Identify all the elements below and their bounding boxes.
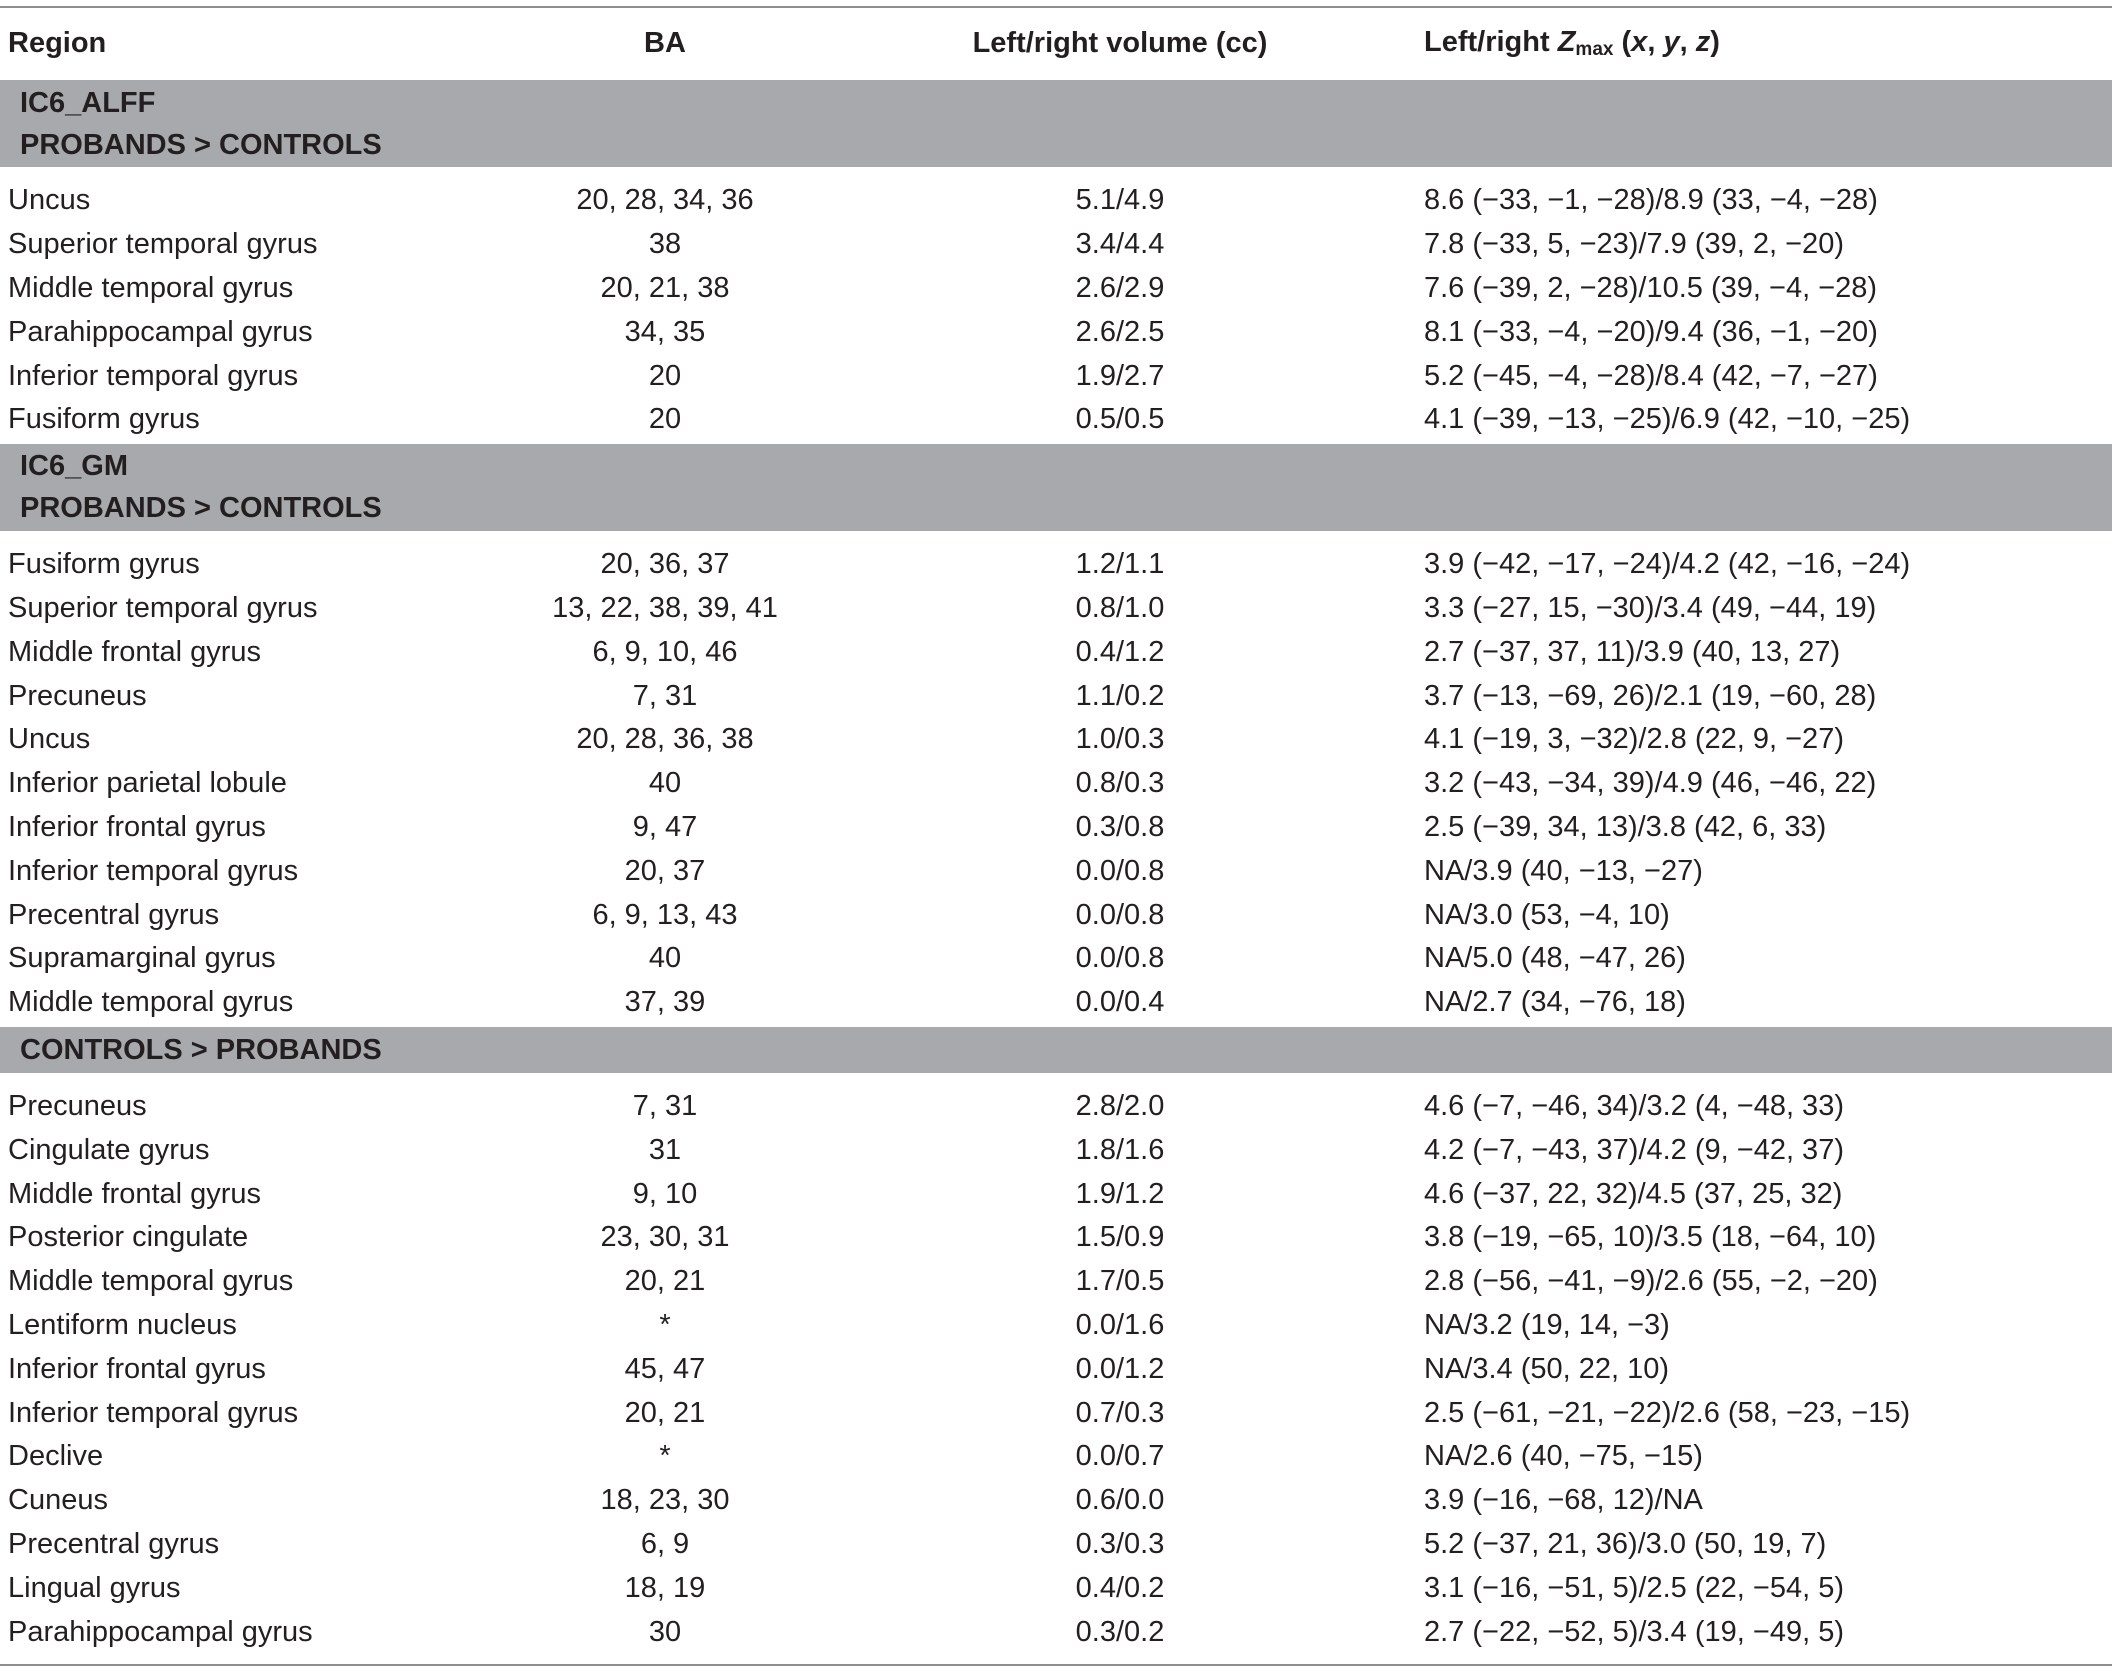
- section-label-cell: [0, 443, 2112, 531]
- zmax-cell: [1424, 1073, 2112, 1129]
- region-cell: Middle temporal gyrus: [8, 271, 294, 304]
- region-cell: Cingulate gyrus: [8, 1133, 210, 1166]
- region-cell: Middle temporal gyrus: [8, 986, 294, 1019]
- volume-cell: 0.5/0.5: [1075, 403, 1165, 436]
- zmax-cell: [1424, 1479, 2112, 1523]
- region-cell: Inferior temporal gyrus: [8, 854, 299, 887]
- header-zmax-prefix: Left/right: [1424, 25, 1558, 58]
- table-row: [0, 167, 2112, 223]
- zmax-value: 3.7 (−13, −69, 26)/2.1 (19, −60, 28): [1424, 679, 1877, 712]
- zmax-cell: [1424, 1128, 2112, 1172]
- table-row: [0, 1523, 2112, 1567]
- zmax-value: 4.2 (−7, −43, 37)/4.2 (9, −42, 37): [1424, 1133, 1844, 1166]
- header-zmax: [1424, 7, 2112, 79]
- section-title-gm: IC6_GM: [20, 450, 128, 483]
- volume-cell: 1.5/0.9: [1075, 1221, 1165, 1254]
- zmax-cell: [1424, 1391, 2112, 1435]
- ba-cell: 20, 21: [624, 1396, 706, 1429]
- section-header-alff: [0, 79, 2112, 167]
- table-row: [0, 1128, 2112, 1172]
- zmax-value: 2.7 (−22, −52, 5)/3.4 (19, −49, 5): [1424, 1615, 1844, 1648]
- zmax-cell: [1424, 806, 2112, 850]
- region-cell: Superior temporal gyrus: [8, 591, 318, 624]
- volume-cell: 0.8/1.0: [1075, 591, 1165, 624]
- zmax-value: NA/2.7 (34, −76, 18): [1424, 986, 1686, 1019]
- section-header-gm: [0, 443, 2112, 531]
- section-subtitle-alff: PROBANDS > CONTROLS: [20, 128, 382, 161]
- zmax-value: NA/3.9 (40, −13, −27): [1424, 854, 1703, 887]
- zmax-value: 8.1 (−33, −4, −20)/9.4 (36, −1, −20): [1424, 315, 1878, 348]
- volume-cell: 0.8/0.3: [1075, 767, 1165, 800]
- volume-cell: 5.1/4.9: [1075, 184, 1165, 217]
- volume-cell: 0.6/0.0: [1075, 1484, 1165, 1517]
- volume-cell: 0.3/0.2: [1075, 1615, 1165, 1648]
- zmax-value: 4.6 (−37, 22, 32)/4.5 (37, 25, 32): [1424, 1177, 1843, 1210]
- ba-cell: 6, 9, 13, 43: [592, 898, 738, 931]
- ba-cell: 7, 31: [632, 679, 698, 712]
- table-row: [0, 1260, 2112, 1304]
- header-zmax-label: [1424, 26, 1720, 58]
- header-region: Region: [8, 26, 107, 59]
- results-table: [0, 6, 2112, 1654]
- zmax-value: 2.5 (−39, 34, 13)/3.8 (42, 6, 33): [1424, 810, 1827, 843]
- volume-cell: 1.2/1.1: [1075, 548, 1165, 581]
- ba-cell: 20, 28, 34, 36: [576, 184, 754, 217]
- zmax-cell: [1424, 1523, 2112, 1567]
- ba-cell: 20, 36, 37: [600, 548, 730, 581]
- section-title-controls: CONTROLS > PROBANDS: [20, 1033, 382, 1066]
- region-cell: Precentral gyrus: [8, 898, 220, 931]
- volume-cell: 0.3/0.3: [1075, 1527, 1165, 1560]
- ba-cell: 9, 10: [632, 1177, 698, 1210]
- zmax-value: 4.6 (−7, −46, 34)/3.2 (4, −48, 33): [1424, 1089, 1844, 1122]
- zmax-cell: [1424, 531, 2112, 587]
- ba-cell: 31: [648, 1133, 682, 1166]
- header-zmax-y: y: [1663, 25, 1680, 58]
- ba-cell: 34, 35: [624, 315, 706, 348]
- table-row: [0, 762, 2112, 806]
- region-cell: Posterior cingulate: [8, 1221, 249, 1254]
- table-row: [0, 1566, 2112, 1610]
- ba-cell: 40: [648, 942, 682, 975]
- zmax-value: NA/3.4 (50, 22, 10): [1424, 1352, 1670, 1385]
- region-cell: Lentiform nucleus: [8, 1308, 237, 1341]
- table-row: [0, 849, 2112, 893]
- section-header-controls: [0, 1026, 2112, 1073]
- region-cell: Inferior temporal gyrus: [8, 1396, 299, 1429]
- ba-cell: 18, 19: [624, 1571, 706, 1604]
- header-zmax-letter: Z: [1557, 25, 1576, 58]
- volume-cell: 0.4/0.2: [1075, 1571, 1165, 1604]
- zmax-cell: [1424, 718, 2112, 762]
- volume-cell: 0.4/1.2: [1075, 635, 1165, 668]
- volume-cell: 1.9/2.7: [1075, 359, 1165, 392]
- zmax-cell: [1424, 587, 2112, 631]
- zmax-value: 4.1 (−39, −13, −25)/6.9 (42, −10, −25): [1424, 403, 1911, 436]
- volume-cell: 3.4/4.4: [1075, 228, 1165, 261]
- zmax-cell: [1424, 310, 2112, 354]
- volume-cell: 0.0/0.8: [1075, 854, 1165, 887]
- volume-cell: 1.7/0.5: [1075, 1265, 1165, 1298]
- zmax-value: 3.9 (−16, −68, 12)/NA: [1424, 1484, 1703, 1517]
- zmax-cell: [1424, 223, 2112, 267]
- region-cell: Cuneus: [8, 1484, 108, 1517]
- zmax-value: 3.1 (−16, −51, 5)/2.5 (22, −54, 5): [1424, 1571, 1844, 1604]
- ba-cell: 20, 21: [624, 1265, 706, 1298]
- volume-cell: 0.0/0.7: [1075, 1440, 1165, 1473]
- table-row: [0, 587, 2112, 631]
- ba-cell: 6, 9, 10, 46: [592, 635, 738, 668]
- volume-cell: 0.0/0.4: [1075, 986, 1165, 1019]
- region-cell: Precuneus: [8, 679, 147, 712]
- header-zmax-z: z: [1695, 25, 1711, 58]
- header-zmax-sep1: ,: [1647, 25, 1664, 58]
- zmax-value: 7.6 (−39, 2, −28)/10.5 (39, −4, −28): [1424, 271, 1878, 304]
- zmax-cell: [1424, 267, 2112, 311]
- zmax-cell: [1424, 849, 2112, 893]
- zmax-cell: [1424, 167, 2112, 223]
- region-cell: Fusiform gyrus: [8, 548, 200, 581]
- ba-cell: *: [659, 1440, 671, 1473]
- region-cell: Precuneus: [8, 1089, 147, 1122]
- region-cell: Superior temporal gyrus: [8, 228, 318, 261]
- ba-cell: 13, 22, 38, 39, 41: [552, 591, 778, 624]
- region-cell: Middle frontal gyrus: [8, 1177, 262, 1210]
- zmax-cell: [1424, 1610, 2112, 1654]
- table-row: [0, 310, 2112, 354]
- region-cell: Middle frontal gyrus: [8, 635, 262, 668]
- table-row: [0, 223, 2112, 267]
- volume-cell: 2.8/2.0: [1075, 1089, 1165, 1122]
- table-row: [0, 1073, 2112, 1129]
- zmax-value: 2.8 (−56, −41, −9)/2.6 (55, −2, −20): [1424, 1265, 1878, 1298]
- table-row: [0, 1610, 2112, 1654]
- zmax-value: 4.1 (−19, 3, −32)/2.8 (22, 9, −27): [1424, 723, 1844, 756]
- table-row: [0, 806, 2112, 850]
- region-cell: Uncus: [8, 723, 91, 756]
- region-cell: Parahippocampal gyrus: [8, 315, 313, 348]
- zmax-cell: [1424, 1566, 2112, 1610]
- zmax-value: 5.2 (−45, −4, −28)/8.4 (42, −7, −27): [1424, 359, 1878, 392]
- ba-cell: 30: [648, 1615, 682, 1648]
- table-row: [0, 1347, 2112, 1391]
- region-cell: Inferior parietal lobule: [8, 767, 287, 800]
- header-zmax-x: x: [1631, 25, 1648, 58]
- table-row: [0, 1391, 2112, 1435]
- region-cell: Supramarginal gyrus: [8, 942, 276, 975]
- header-zmax-sub: max: [1575, 38, 1614, 60]
- ba-cell: 18, 23, 30: [600, 1484, 730, 1517]
- zmax-value: 3.9 (−42, −17, −24)/4.2 (42, −16, −24): [1424, 548, 1911, 581]
- volume-cell: 1.9/1.2: [1075, 1177, 1165, 1210]
- ba-cell: 23, 30, 31: [600, 1221, 730, 1254]
- zmax-value: 3.3 (−27, 15, −30)/3.4 (49, −44, 19): [1424, 591, 1877, 624]
- table-row: [0, 893, 2112, 937]
- ba-cell: 38: [648, 228, 682, 261]
- table-row: [0, 354, 2112, 398]
- volume-cell: 1.0/0.3: [1075, 723, 1165, 756]
- region-cell: Lingual gyrus: [8, 1571, 181, 1604]
- table-row: [0, 937, 2112, 981]
- zmax-cell: [1424, 1347, 2112, 1391]
- header-zmax-close: ): [1710, 25, 1720, 58]
- volume-cell: 0.0/1.6: [1075, 1308, 1165, 1341]
- region-cell: Uncus: [8, 184, 91, 217]
- zmax-value: 3.2 (−43, −34, 39)/4.9 (46, −46, 22): [1424, 767, 1877, 800]
- header-row: [0, 7, 2112, 79]
- volume-cell: 2.6/2.5: [1075, 315, 1165, 348]
- region-cell: Inferior frontal gyrus: [8, 810, 266, 843]
- zmax-cell: [1424, 1304, 2112, 1348]
- ba-cell: 7, 31: [632, 1089, 698, 1122]
- zmax-value: NA/3.0 (53, −4, 10): [1424, 898, 1670, 931]
- volume-cell: 1.1/0.2: [1075, 679, 1165, 712]
- table-row: [0, 267, 2112, 311]
- zmax-value: 3.8 (−19, −65, 10)/3.5 (18, −64, 10): [1424, 1221, 1877, 1254]
- ba-cell: 40: [648, 767, 682, 800]
- section-label-cell: [0, 79, 2112, 167]
- zmax-value: NA/3.2 (19, 14, −3): [1424, 1308, 1670, 1341]
- ba-cell: *: [659, 1308, 671, 1341]
- table-row: [0, 398, 2112, 443]
- zmax-cell: [1424, 630, 2112, 674]
- zmax-value: 2.5 (−61, −21, −22)/2.6 (58, −23, −15): [1424, 1396, 1911, 1429]
- volume-cell: 0.3/0.8: [1075, 810, 1165, 843]
- zmax-value: NA/2.6 (40, −75, −15): [1424, 1440, 1703, 1473]
- ba-cell: 6, 9: [640, 1527, 690, 1560]
- header-zmax-sep2: ,: [1679, 25, 1696, 58]
- volume-cell: 2.6/2.9: [1075, 271, 1165, 304]
- zmax-cell: [1424, 1435, 2112, 1479]
- ba-cell: 9, 47: [632, 810, 698, 843]
- table-row: [0, 674, 2112, 718]
- region-cell: Inferior frontal gyrus: [8, 1352, 266, 1385]
- section-subtitle-gm: PROBANDS > CONTROLS: [20, 492, 382, 525]
- zmax-cell: [1424, 1260, 2112, 1304]
- table-row: [0, 1435, 2112, 1479]
- zmax-cell: [1424, 1216, 2112, 1260]
- region-cell: Parahippocampal gyrus: [8, 1615, 313, 1648]
- zmax-cell: [1424, 762, 2112, 806]
- zmax-value: 8.6 (−33, −1, −28)/8.9 (33, −4, −28): [1424, 184, 1878, 217]
- table-bottom-rule: [0, 1664, 2112, 1666]
- volume-cell: 0.0/0.8: [1075, 898, 1165, 931]
- volume-cell: 0.0/0.8: [1075, 942, 1165, 975]
- section-label-cell: [0, 1026, 2112, 1073]
- region-cell: Fusiform gyrus: [8, 403, 200, 436]
- ba-cell: 20, 28, 36, 38: [576, 723, 754, 756]
- volume-cell: 1.8/1.6: [1075, 1133, 1165, 1166]
- table-row: [0, 1479, 2112, 1523]
- region-cell: Inferior temporal gyrus: [8, 359, 299, 392]
- zmax-value: 2.7 (−37, 37, 11)/3.9 (40, 13, 27): [1424, 635, 1841, 668]
- table-row: [0, 981, 2112, 1026]
- table-row: [0, 630, 2112, 674]
- ba-cell: 20: [648, 359, 682, 392]
- region-cell: Declive: [8, 1440, 104, 1473]
- zmax-cell: [1424, 398, 2112, 443]
- region-cell: Middle temporal gyrus: [8, 1265, 294, 1298]
- ba-cell: 20, 21, 38: [600, 271, 730, 304]
- table-row: [0, 1172, 2112, 1216]
- volume-cell: 0.0/1.2: [1075, 1352, 1165, 1385]
- table-row: [0, 531, 2112, 587]
- results-table-container: [0, 6, 2115, 1666]
- zmax-cell: [1424, 354, 2112, 398]
- zmax-cell: [1424, 1172, 2112, 1216]
- ba-cell: 20, 37: [624, 854, 706, 887]
- table-row: [0, 1216, 2112, 1260]
- ba-cell: 45, 47: [624, 1352, 706, 1385]
- zmax-value: 5.2 (−37, 21, 36)/3.0 (50, 19, 7): [1424, 1527, 1827, 1560]
- zmax-cell: [1424, 674, 2112, 718]
- header-zmax-open: (: [1613, 25, 1632, 58]
- zmax-cell: [1424, 893, 2112, 937]
- ba-cell: 20: [648, 403, 682, 436]
- table-body: [0, 79, 2112, 1654]
- volume-cell: 0.7/0.3: [1075, 1396, 1165, 1429]
- zmax-value: NA/5.0 (48, −47, 26): [1424, 942, 1686, 975]
- header-ba: BA: [644, 26, 686, 59]
- table-row: [0, 1304, 2112, 1348]
- header-volume: Left/right volume (cc): [972, 26, 1268, 59]
- zmax-value: 7.8 (−33, 5, −23)/7.9 (39, 2, −20): [1424, 228, 1844, 261]
- zmax-cell: [1424, 981, 2112, 1026]
- region-cell: Precentral gyrus: [8, 1527, 220, 1560]
- section-title-alff: IC6_ALFF: [20, 86, 156, 119]
- table-row: [0, 718, 2112, 762]
- table-header: [0, 7, 2112, 79]
- ba-cell: 37, 39: [624, 986, 706, 1019]
- zmax-cell: [1424, 937, 2112, 981]
